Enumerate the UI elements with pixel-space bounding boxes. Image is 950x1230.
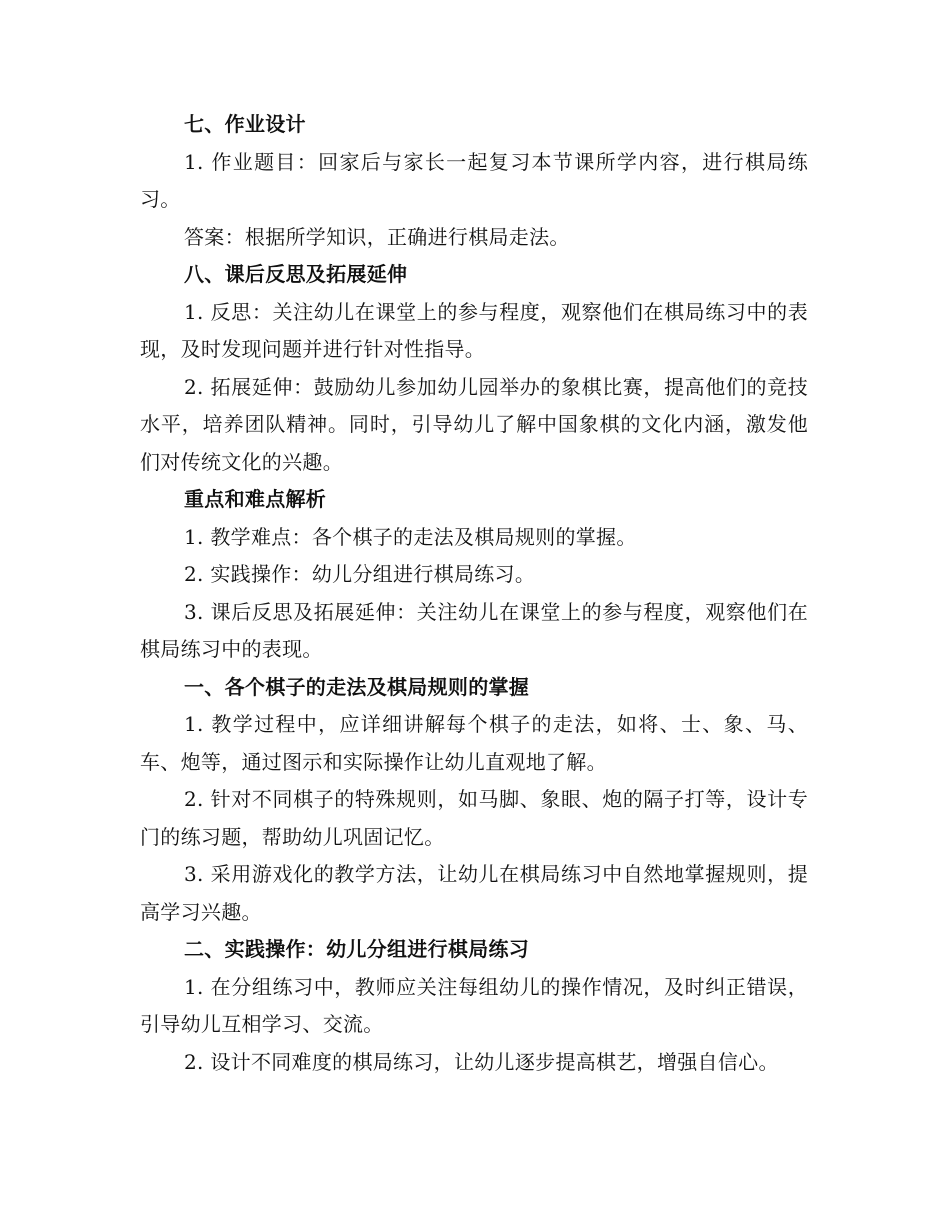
- paragraph-game-based-teaching: 3. 采用游戏化的教学方法，让幼儿在棋局练习中自然地掌握规则，提高学习兴趣。: [140, 862, 808, 924]
- section-heading-reflection-extension: 八、课后反思及拓展延伸: [184, 262, 408, 286]
- paragraph-difficulty-levels: 2. 设计不同难度的棋局练习，让幼儿逐步提高棋艺，增强自信心。: [184, 1049, 779, 1074]
- section-heading-group-practice: 二、实践操作：幼儿分组进行棋局练习: [184, 937, 530, 961]
- paragraph-extension: 2. 拓展延伸：鼓励幼儿参加幼儿园举办的象棋比赛，提高他们的竞技水平，培养团队精神。同时，引导幼儿了解中国象棋的文化内涵，激发他们对传统文化的兴趣。: [140, 374, 808, 474]
- section-heading-key-difficult-points: 重点和难点解析: [184, 487, 327, 511]
- paragraph-homework-answer: 答案：根据所学知识，正确进行棋局走法。: [184, 224, 570, 249]
- paragraph-teaching-difficulty: 1. 教学难点：各个棋子的走法及棋局规则的掌握。: [184, 524, 637, 549]
- section-heading-homework-design: 七、作业设计: [184, 112, 306, 136]
- paragraph-homework-task: 1. 作业题目：回家后与家长一起复习本节课所学内容，进行棋局练习。: [140, 149, 808, 211]
- paragraph-group-practice-guidance: 1. 在分组练习中，教师应关注每组幼儿的操作情况，及时纠正错误，引导幼儿互相学习、交流。: [140, 974, 808, 1036]
- paragraph-reflection-extension-summary: 3. 课后反思及拓展延伸：关注幼儿在课堂上的参与程度，观察他们在棋局练习中的表现。: [140, 599, 808, 661]
- section-heading-piece-moves-rules: 一、各个棋子的走法及棋局规则的掌握: [184, 674, 530, 699]
- paragraph-moves-explanation: 1. 教学过程中，应详细讲解每个棋子的走法，如将、士、象、马、车、炮等，通过图示和实际操作让幼儿直观地了解。: [140, 712, 808, 774]
- paragraph-special-rules: 2. 针对不同棋子的特殊规则，如马脚、象眼、炮的隔子打等，设计专门的练习题，帮助幼儿巩固记忆。: [140, 787, 808, 849]
- paragraph-practice-operation: 2. 实践操作：幼儿分组进行棋局练习。: [184, 562, 536, 586]
- document-body: [140, 106, 808, 1081]
- paragraph-reflection: 1. 反思：关注幼儿在课堂上的参与程度，观察他们在棋局练习中的表现，及时发现问题并进行针对性指导。: [140, 299, 808, 361]
